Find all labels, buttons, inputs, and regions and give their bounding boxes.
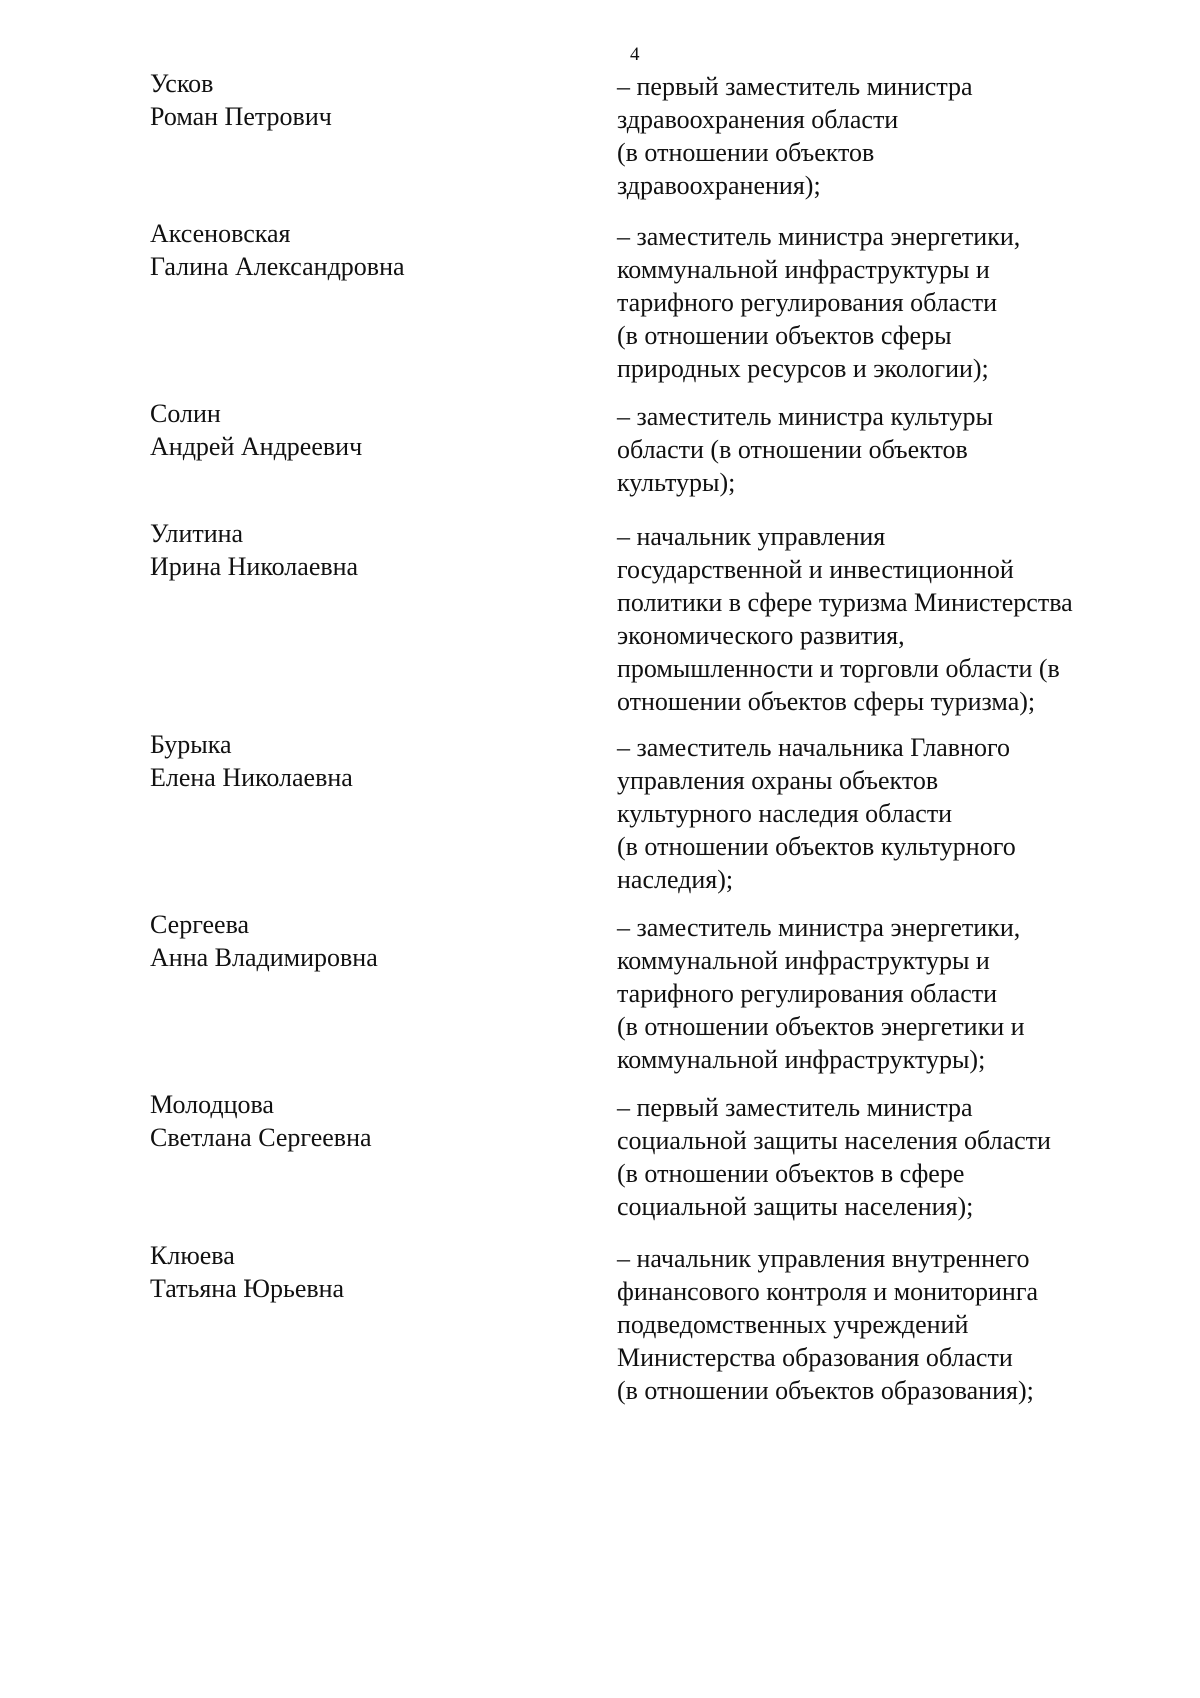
person-surname: Усков [150, 69, 214, 98]
position-line: (в отношении объектов сферы [617, 321, 952, 350]
person-given-name: Елена Николаевна [150, 763, 353, 792]
position-line: тарифного регулирования области [617, 979, 998, 1008]
list-item [150, 397, 1150, 517]
person-surname: Аксеновская [150, 219, 291, 248]
position-line: коммунальной инфраструктуры и [617, 946, 990, 975]
position-line: культурного наследия области [617, 799, 953, 828]
person-given-name: Анна Владимировна [150, 943, 378, 972]
list-item [150, 728, 1150, 908]
position-line: промышленности и торговли области (в [617, 654, 1060, 683]
position-line: коммунальной инфраструктуры и [617, 255, 990, 284]
position-line: политики в сфере туризма Министерства [617, 588, 1073, 617]
position-line: управления охраны объектов [617, 766, 939, 795]
position-line: – заместитель министра энергетики, [617, 222, 1021, 251]
position-line: – первый заместитель министра [617, 1093, 973, 1122]
position-line: Министерства образования области [617, 1343, 1013, 1372]
position-line: социальной защиты населения); [617, 1192, 974, 1221]
person-given-name: Галина Александровна [150, 252, 405, 281]
person-surname: Молодцова [150, 1090, 274, 1119]
person-surname: Клюева [150, 1241, 235, 1270]
position-line: – заместитель начальника Главного [617, 733, 1010, 762]
list-item [150, 67, 1150, 217]
position-line: экономического развития, [617, 621, 905, 650]
page-number: 4 [630, 44, 640, 65]
position-line: здравоохранения области [617, 105, 899, 134]
position-line: (в отношении объектов культурного [617, 832, 1016, 861]
position-line: отношении объектов сферы туризма); [617, 687, 1036, 716]
person-given-name: Татьяна Юрьевна [150, 1274, 345, 1303]
list-item [150, 517, 1150, 728]
person-position [617, 1088, 1137, 1239]
person-position [617, 217, 1137, 397]
position-line: здравоохранения); [617, 171, 821, 200]
position-line: (в отношении объектов [617, 138, 875, 167]
position-line: наследия); [617, 865, 734, 894]
person-given-name: Светлана Сергеевна [150, 1123, 372, 1152]
person-surname: Солин [150, 399, 221, 428]
position-line: – заместитель министра энергетики, [617, 913, 1021, 942]
position-line: – первый заместитель министра [617, 72, 973, 101]
position-line: (в отношении объектов в сфере [617, 1159, 965, 1188]
person-name [150, 1239, 617, 1419]
person-surname: Улитина [150, 519, 244, 548]
list-item [150, 1088, 1150, 1239]
person-given-name: Ирина Николаевна [150, 552, 359, 581]
position-line: государственной и инвестиционной [617, 555, 1014, 584]
member-list [150, 67, 1150, 1419]
person-name [150, 908, 617, 1088]
position-line: социальной защиты населения области [617, 1126, 1051, 1155]
list-item [150, 217, 1150, 397]
position-line: (в отношении объектов энергетики и [617, 1012, 1025, 1041]
person-given-name: Роман Петрович [150, 102, 332, 131]
person-given-name: Андрей Андреевич [150, 432, 363, 461]
person-position [617, 1239, 1137, 1419]
position-line: коммунальной инфраструктуры); [617, 1045, 986, 1074]
position-line: – начальник управления внутреннего [617, 1244, 1030, 1273]
person-position [617, 67, 1137, 217]
person-name [150, 1088, 617, 1239]
position-line: (в отношении объектов образования); [617, 1376, 1034, 1405]
position-line: культуры); [617, 468, 736, 497]
person-name [150, 397, 617, 517]
person-position [617, 728, 1137, 908]
position-line: – начальник управления [617, 522, 886, 551]
position-line: области (в отношении объектов [617, 435, 968, 464]
person-position [617, 397, 1137, 517]
list-item [150, 1239, 1150, 1419]
person-surname: Бурыка [150, 730, 232, 759]
person-name [150, 728, 617, 908]
position-line: подведомственных учреждений [617, 1310, 969, 1339]
position-line: – заместитель министра культуры [617, 402, 993, 431]
person-position [617, 517, 1137, 728]
position-line: природных ресурсов и экологии); [617, 354, 989, 383]
person-name [150, 217, 617, 397]
person-surname: Сергеева [150, 910, 250, 939]
person-position [617, 908, 1137, 1088]
list-item [150, 908, 1150, 1088]
position-line: тарифного регулирования области [617, 288, 998, 317]
person-name [150, 67, 617, 217]
position-line: финансового контроля и мониторинга [617, 1277, 1039, 1306]
person-name [150, 517, 617, 728]
